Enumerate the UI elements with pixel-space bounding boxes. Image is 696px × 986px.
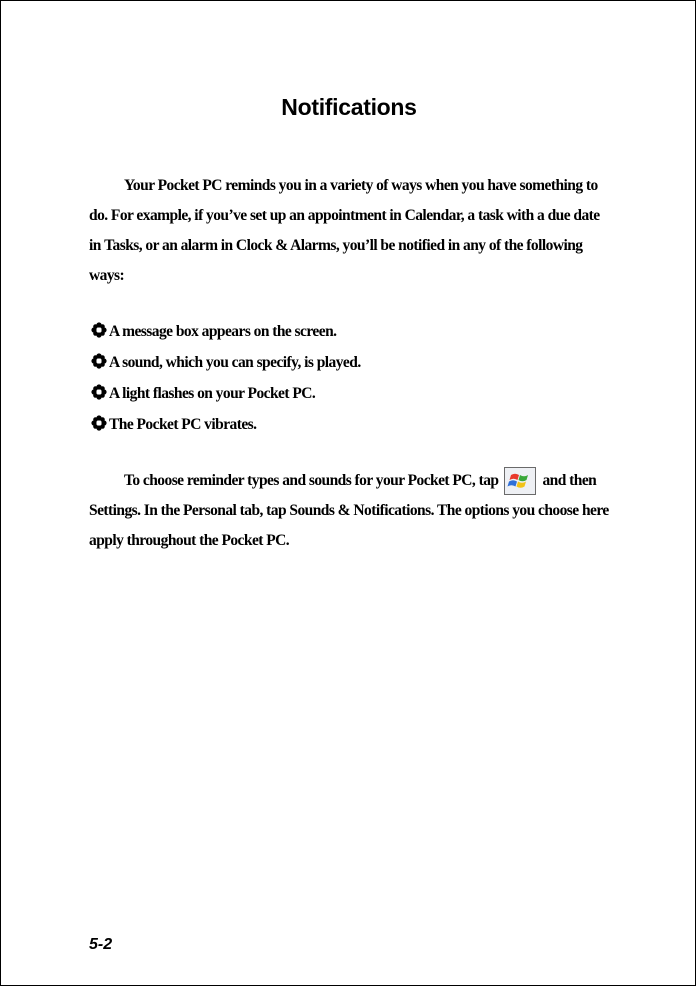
list-item xyxy=(91,410,591,441)
flag-green-pane xyxy=(519,475,529,481)
intro-paragraph xyxy=(89,171,609,291)
intro-text-1: Your Pocket PC reminds you in a variety of ways when you have something to do. For example, if you’ve set up an appointment in xyxy=(89,177,598,224)
keyword-sounds-notifications: Sounds & Notifications xyxy=(289,502,431,519)
list-item xyxy=(91,379,591,410)
flag-blue-pane xyxy=(508,480,518,486)
flower-bullet-icon xyxy=(91,322,107,338)
intro-text-3: , or an alarm in xyxy=(138,237,236,254)
list-item-text: The Pocket PC vibrates. xyxy=(109,416,257,433)
page-number: 5-2 xyxy=(89,936,113,953)
intro-text-2: a task with a due date in xyxy=(89,207,600,254)
intro-text-4: , you’ll be notified in any of the following ways: xyxy=(89,237,583,284)
flag-red-pane xyxy=(510,474,520,480)
flag-yellow-pane xyxy=(517,482,527,488)
flower-bullet-icon xyxy=(91,353,107,369)
instructions-text-1: To choose reminder types and sounds for your Pocket PC, tap xyxy=(124,472,499,489)
instructions-paragraph xyxy=(89,466,609,556)
list-item-text: A light flashes on your Pocket PC. xyxy=(109,385,316,402)
notification-ways-list xyxy=(91,317,591,441)
instructions-text-3: . In the xyxy=(137,502,184,519)
keyword-calendar: Calendar, xyxy=(404,207,465,224)
keyword-tasks: Tasks xyxy=(104,237,139,254)
list-item xyxy=(91,348,591,379)
list-item-text: A message box appears on the screen. xyxy=(109,323,337,340)
keyword-personal: Personal xyxy=(183,502,237,519)
keyword-clock-alarms: Clock & Alarms xyxy=(235,237,336,254)
list-item xyxy=(91,317,591,348)
instructions-text-2: and then xyxy=(542,472,597,489)
instructions-text-5: . The options you choose here apply throughout the Pocket PC. xyxy=(89,502,609,549)
page-title: Notifications xyxy=(281,94,417,120)
list-item-text: A sound, which you can specify, is played. xyxy=(109,354,361,371)
flower-bullet-icon xyxy=(91,384,107,400)
windows-start-icon xyxy=(504,467,536,495)
keyword-settings: Settings xyxy=(89,502,138,519)
instructions-text-4: tab, tap xyxy=(236,502,290,519)
flower-bullet-icon xyxy=(91,415,107,431)
